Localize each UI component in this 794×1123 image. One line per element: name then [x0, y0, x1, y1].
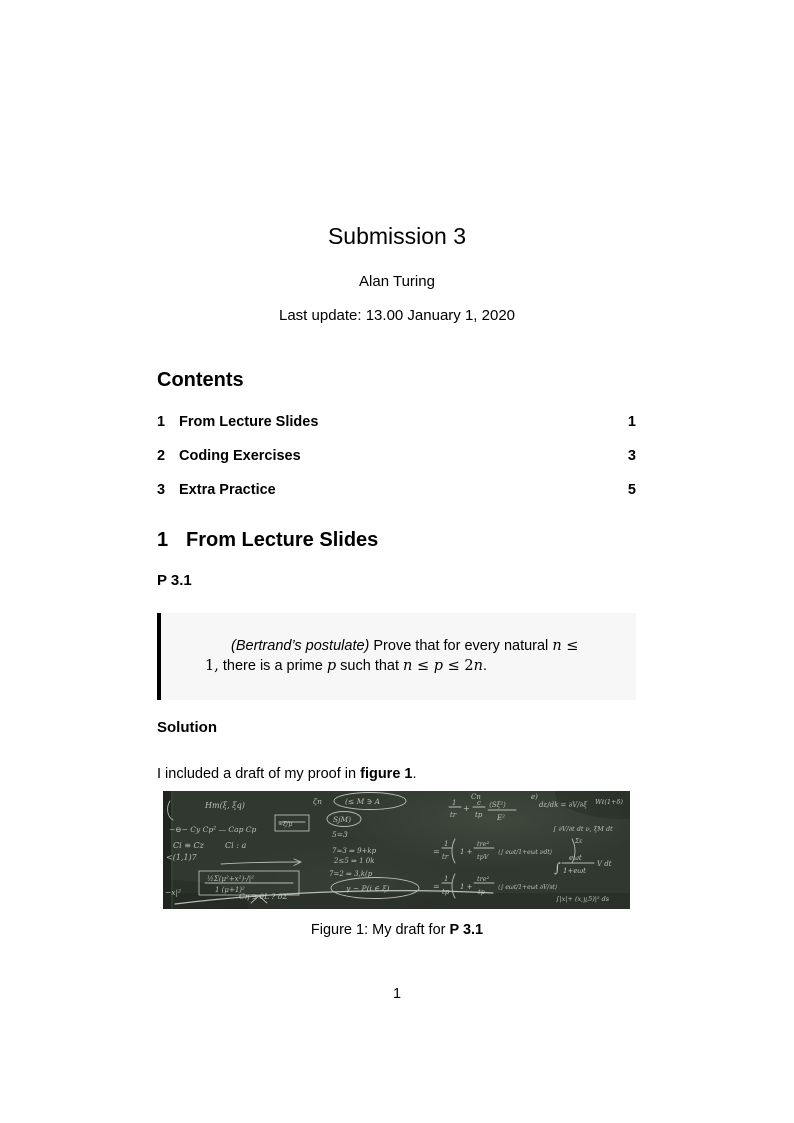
section-number: 1 [157, 529, 169, 551]
toc-entry-1 [157, 415, 636, 430]
document-title: Submission 3 [327, 223, 467, 249]
svg-text:Hm(ξ, ξq): Hm(ξ, ξq) [205, 801, 245, 810]
solution-paragraph [157, 766, 417, 782]
svg-text:tp: tp [475, 811, 483, 819]
chalkboard-math-photo [163, 791, 630, 909]
svg-text:∫|x|+ (x,y,5)|² ds: ∫|x|+ (x,y,5)|² ds [556, 895, 610, 903]
svg-text:5=3: 5=3 [332, 830, 348, 839]
figure-caption [0, 922, 794, 938]
caption-text: Figure 1: My draft for [310, 922, 450, 938]
math-var-n: n [473, 658, 483, 674]
svg-text:dε/dk = ∂V/∂ξ: dε/dk = ∂V/∂ξ [539, 801, 588, 809]
svg-text:c: c [477, 799, 481, 807]
math-relation: ≤ [412, 658, 434, 674]
svg-text:⟨∫ eωt/1+eωt ∂V/∂t⟩: ⟨∫ eωt/1+eωt ∂V/∂t⟩ [498, 884, 558, 891]
svg-text:eωt: eωt [569, 854, 582, 862]
svg-text:1+eωt: 1+eωt [563, 867, 586, 875]
toc-entry-number: 1 [157, 414, 166, 430]
svg-text:V dt: V dt [597, 860, 612, 868]
svg-text:Cη ∋ θL ? δΣ: Cη ∋ θL ? δΣ [239, 892, 288, 901]
figure-reference: figure 1 [360, 765, 413, 782]
toc-entry-number: 2 [157, 448, 166, 464]
svg-text:7=2 ⇒ 3,k(p: 7=2 ⇒ 3,k(p [329, 870, 373, 878]
quote-text-segment: such that [336, 658, 404, 674]
svg-text:2≤5 ⇒ 1 0k: 2≤5 ⇒ 1 0k [334, 857, 375, 865]
postulate-name: (Bertrand’s postulate) [231, 638, 370, 654]
problem-statement-text [161, 613, 589, 676]
svg-text:⟨∫ eωt/1+eωt νdt⟩: ⟨∫ eωt/1+eωt νdt⟩ [498, 849, 553, 856]
svg-text:−⊖− Cy Cp² — Cap Cp: −⊖− Cy Cp² — Cap Cp [169, 825, 257, 834]
svg-text:+: + [463, 804, 470, 813]
svg-text:≈ξ/μ: ≈ξ/μ [278, 821, 293, 828]
svg-text:=: = [433, 882, 440, 891]
svg-text:tr: tr [442, 853, 449, 861]
document-author: Alan Turing [359, 273, 435, 290]
solution-text: I included a draft of my proof in [157, 765, 361, 782]
svg-text:Cn: Cn [471, 793, 481, 801]
toc-entry-page: 1 [627, 414, 636, 430]
svg-text:tre²: tre² [477, 840, 490, 848]
math-var-n: n [403, 658, 413, 674]
svg-text:tre²: tre² [477, 875, 490, 883]
svg-text:E²: E² [497, 814, 505, 822]
svg-text:tr: tr [450, 811, 457, 819]
solution-text: . [412, 765, 417, 782]
svg-text:1: 1 [452, 799, 457, 807]
problem-statement-quote [157, 613, 636, 700]
svg-text:Ci : a: Ci : a [225, 841, 247, 850]
svg-text:1: 1 [444, 875, 449, 883]
math-var-p: p [326, 658, 337, 674]
svg-text:=: = [433, 847, 440, 856]
toc-entry-page: 3 [627, 448, 636, 464]
svg-text:(≤ M ∋ A: (≤ M ∋ A [345, 797, 381, 806]
svg-text:Ci ≡ Cz: Ci ≡ Cz [173, 841, 204, 850]
svg-text:1 +: 1 + [460, 848, 473, 856]
svg-text:γ ~ P(i ∈ ξ): γ ~ P(i ∈ ξ) [346, 884, 390, 893]
svg-text:−x|²: −x|² [165, 888, 182, 897]
svg-text:tp: tp [478, 888, 485, 896]
last-update-line: Last update: 13.00 January 1, 2020 [278, 307, 515, 324]
svg-text:1: 1 [444, 840, 449, 848]
svg-text:e): e) [531, 793, 538, 801]
svg-text:½Σ(μ²+x²)·/|²: ½Σ(μ²+x²)·/|² [207, 875, 254, 883]
svg-text:SjM): SjM) [333, 815, 352, 824]
page-number: 1 [392, 986, 402, 1002]
toc-entry-page: 5 [627, 482, 636, 498]
svg-text:ζn: ζn [313, 797, 322, 806]
quote-period: . [483, 658, 488, 674]
toc-entry-2 [157, 449, 636, 464]
toc-entry-3 [157, 483, 636, 498]
toc-entry-title: Coding Exercises [179, 448, 301, 464]
quote-text-segment: Prove that for every natural [369, 638, 553, 654]
math-relation: ≤ 2 [443, 658, 474, 674]
section-title: From Lecture Slides [186, 529, 379, 551]
math-relation: ≤ 1, [205, 638, 579, 674]
svg-text:Wℓ(1+δ): Wℓ(1+δ) [595, 798, 623, 806]
contents-heading: Contents [157, 369, 244, 391]
math-var-n: n [552, 638, 562, 654]
solution-heading: Solution [157, 719, 217, 736]
toc-entry-number: 3 [157, 482, 166, 498]
svg-text:∫: ∫ [554, 861, 561, 876]
toc-entry-title: Extra Practice [179, 482, 276, 498]
quote-text-segment: there is a prime [218, 658, 327, 674]
table-of-contents [157, 415, 636, 517]
section-1-heading [157, 529, 378, 552]
caption-problem-ref: P 3.1 [449, 922, 484, 938]
problem-label: P 3.1 [157, 572, 192, 589]
svg-text:Σε: Σε [575, 838, 583, 845]
svg-text:tp: tp [442, 888, 450, 896]
svg-text:tpV: tpV [477, 853, 489, 861]
svg-text:∫ ∂V/∂t dt ν, ξM dt: ∫ ∂V/∂t dt ν, ξM dt [553, 825, 613, 833]
svg-text:1 +: 1 + [460, 883, 473, 891]
svg-text:<(1,1)7: <(1,1)7 [166, 853, 197, 862]
math-var-p: p [433, 658, 444, 674]
svg-text:7≈3 ⇒ 9+kp: 7≈3 ⇒ 9+kp [332, 847, 377, 855]
toc-entry-title: From Lecture Slides [179, 414, 319, 430]
svg-text:⟨Sξ²⟩: ⟨Sξ²⟩ [489, 801, 506, 809]
svg-text:1 (μ+1)²: 1 (μ+1)² [215, 886, 245, 894]
